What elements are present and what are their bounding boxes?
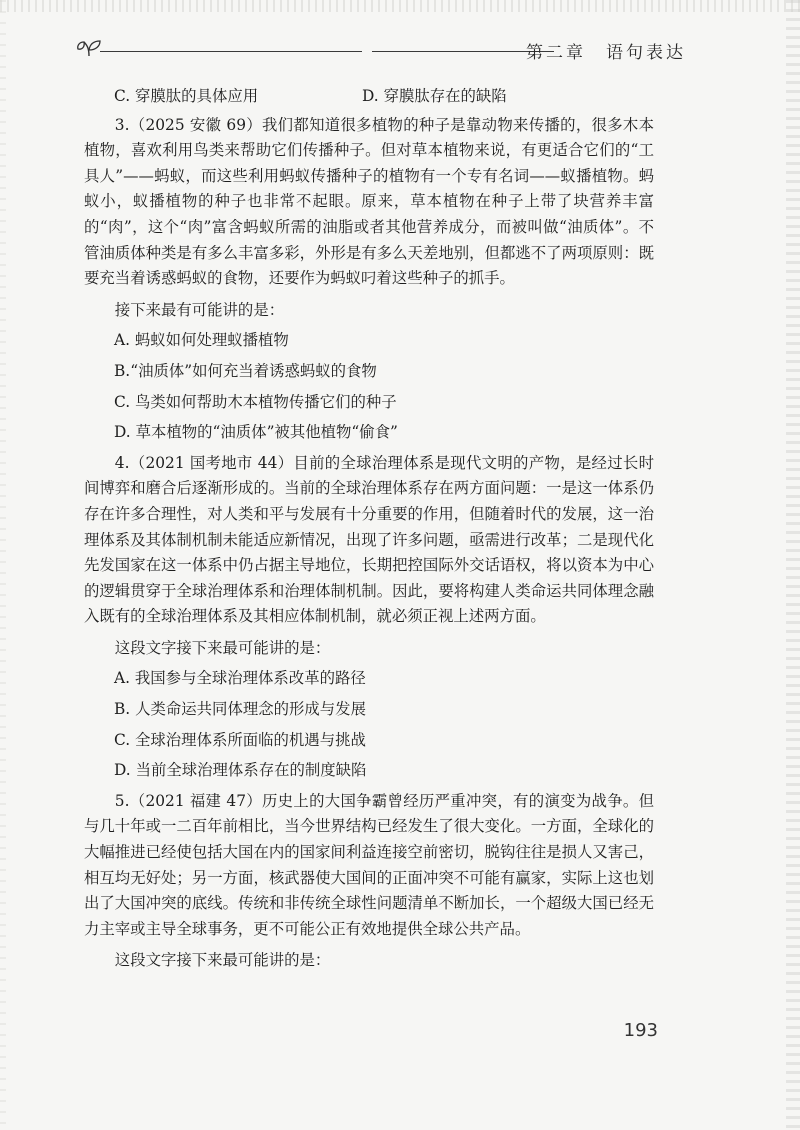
question-prompt: 这段文字接下来最可能讲的是： <box>114 638 331 657</box>
option-a: A. 我国参与全球治理体系改革的路径 <box>114 669 366 688</box>
question-stem: 4.（2021 国考地市 44）目前的全球治理体系是现代文明的产物，是经过长时间博弈和磨合后逐渐形成的。当前的全球治理体系存在两方面问题：一是这一体系仍存在许多合理性，对人类和平与发展有十分重要的作用，但随着时代的发展，这一治理体系及其体制机制未能适应新情况，出现了许多问题，亟需进行改革；二是现代化先发国家在这一体系中仍占据主导地位，长期把控国际外交话语权，将以资本为中心的逻辑贯穿于全球治理体系和治理体制机制。因此，要将构建人类命运共同体理念融入既有的全球治理体系及其相应体制机制，就必须正视上述两方面。 <box>84 453 654 626</box>
chapter-title: 第二章 语句表达 <box>526 43 686 63</box>
option-d: D. 穿膜肽存在的缺陷 <box>362 87 507 105</box>
question-4 <box>84 451 654 784</box>
option-b: B. 人类命运共同体理念的形成与发展 <box>114 700 366 719</box>
option-c: C. 鸟类如何帮助木本植物传播它们的种子 <box>114 392 397 411</box>
header-rule <box>100 51 554 52</box>
question-5 <box>84 789 654 974</box>
running-header <box>76 36 686 66</box>
question-stem: 5.（2021 福建 47）历史上的大国争霸曾经历严重冲突，有的演变为战争。但与几十年或一二百年前相比，当今世界结构已经发生了很大变化。一方面，全球化的大幅推进已经使包括大国在内的国家间利益连接空前密切，脱钩往往是损人又害己，相互均无好处；另一方面，核武器使大国间的正面冲突不可能有赢家，实际上这也划出了大国冲突的底线。传统和非传统全球性问题清单不断加长，一个超级大国已经无力主宰或主导全球事务，更不可能公正有效地提供全球公共产品。 <box>84 791 654 938</box>
question-prompt: 这段文字接下来最可能讲的是： <box>114 951 331 970</box>
question-stem: 3.（2025 安徽 69）我们都知道很多植物的种子是靠动物来传播的，很多木本植物，喜欢利用鸟类来帮助它们传播种子。但对草本植物来说，有更适合它们的“工具人”——蚂蚁，而这些利用蚂蚁传播种子的植物有一个专有名词——蚁播植物。蚂蚁小，蚁播植物的种子也非常不起眼。原来，草本植物在种子上带了块营养丰富的“肉”，这个“肉”富含蚂蚁所需的油脂或者其他营养成分，而被叫做“油质体”。不管油质体种类是有多么丰富多彩，外形是有多么天差地别，但都逃不了两项原则：既要充当着诱惑蚂蚁的食物，还要作为蚂蚁叼着这些种子的抓手。 <box>84 115 654 288</box>
question-3 <box>84 113 654 446</box>
question-prompt: 接下来最有可能讲的是： <box>114 300 285 319</box>
option-b: B.“油质体”如何充当着诱惑蚂蚁的食物 <box>114 361 377 380</box>
scan-edge-right <box>786 0 800 1130</box>
option-d: D. 当前全球治理体系存在的制度缺陷 <box>114 761 367 780</box>
option-d: D. 草本植物的“油质体”被其他植物“偷食” <box>114 423 398 442</box>
page-content <box>84 84 654 979</box>
option-c: C. 全球治理体系所面临的机遇与挑战 <box>114 730 366 749</box>
scan-edge-left <box>0 0 6 1130</box>
scan-edge-top <box>0 0 800 12</box>
page-number: 193 <box>623 1020 658 1041</box>
option-a: A. 蚂蚁如何处理蚁播植物 <box>114 331 289 350</box>
previous-question-options <box>84 84 654 110</box>
leaf-icon <box>76 36 102 58</box>
option-c: C. 穿膜肽的具体应用 <box>114 87 259 105</box>
